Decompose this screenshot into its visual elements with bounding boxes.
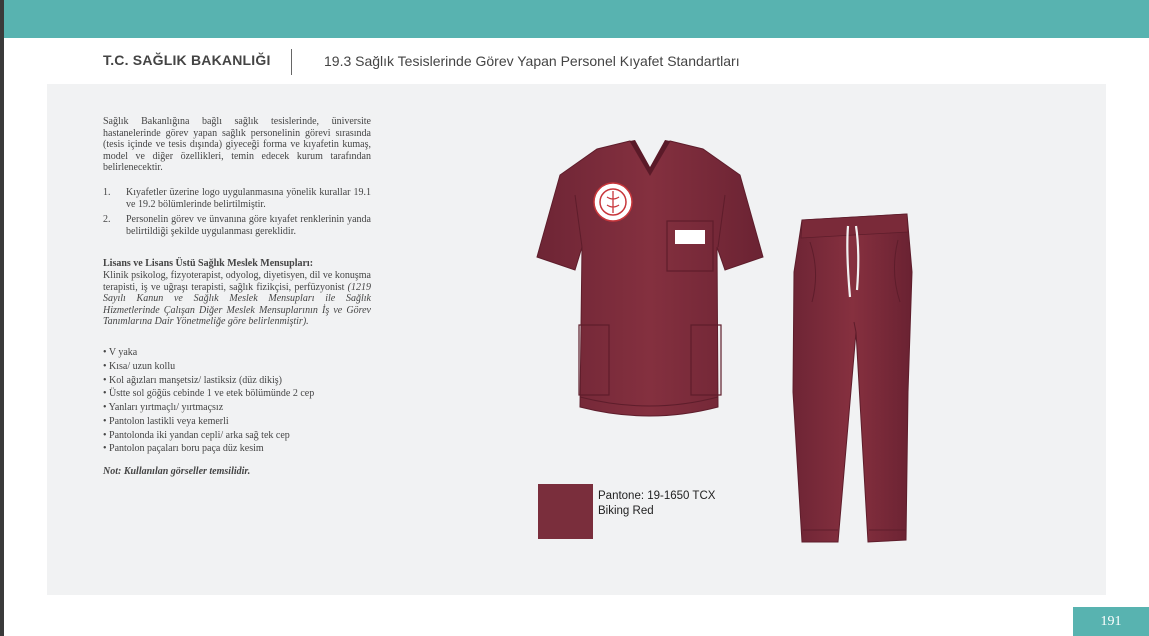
disclaimer-note: Not: Kullanılan görseller temsilidir. [103,466,251,478]
scrub-pants-illustration [790,212,915,544]
feature-item: • Pantolonda iki yandan cepli/ arka sağ tek cep [103,429,290,441]
regulation-reference: (1219 Sayılı Kanun ve Sağlık Meslek Mensupları ile Sağlık Hizmetlerinde Çalışan Diğer Meslek Mensuplarının İş ve Görev Tanımlarına Dair Yönetmeliğe göre belirlenmiştir). [103,281,371,328]
pantone-code: Pantone: 19-1650 TCX [598,490,716,502]
numbered-list [103,187,371,237]
pantone-label [598,489,715,519]
feature-item: • Pantolon paçaları boru paça düz kesim [103,443,264,455]
item-number: 2. [103,214,111,226]
intro-paragraph: Sağlık Bakanlığına bağlı sağlık tesislerinde, üniversite hastanelerinde görev yapan sağlık personelinin görevi sırasında (tesis içinde ve tesis dışında) giyeceği forma ve kıyafetin kumaş, model ve diğer özellikleri, temin edecek kurum tarafından belirlenecektir. [103,116,371,174]
item-text: Personelin görev ve ünvanına göre kıyafet renklerinin yanda belirtildiği şekilde uygulanması gereklidir. [126,214,371,237]
group-description [103,270,371,328]
group-heading: Lisans ve Lisans Üstü Sağlık Meslek Mensupları: [103,258,314,270]
color-swatch [538,484,593,539]
professions-text: Klinik psikolog, fizyoterapist, odyolog, diyetisyen, dil ve konuşma terapisti, iş ve uğraşı terapisti, sağlık fizikçisi, perfüzyonist [103,269,371,293]
ministry-logo-icon [594,183,632,221]
scrub-top-illustration [535,135,765,425]
header-divider [291,49,292,75]
feature-item: • Kol ağızları manşetsiz/ lastiksiz (düz dikiş) [103,374,283,386]
feature-item: • Yanları yırtmaçlı/ yırtmaçsız [103,402,224,414]
feature-item: • Pantolon lastikli veya kemerli [103,415,229,427]
pantone-name: Biking Red [598,505,654,517]
feature-item: • Kısa/ uzun kollu [103,360,176,372]
numbered-item [103,214,371,237]
organization-name: T.C. SAĞLIK BAKANLIĞI [103,52,271,68]
feature-list [103,346,371,456]
top-banner [4,0,1149,38]
page-number: 191 [1073,607,1149,636]
section-title: 19.3 Sağlık Tesislerinde Görev Yapan Personel Kıyafet Standartları [324,53,740,69]
item-number: 1. [103,186,111,198]
feature-item: • Üstte sol göğüs cebinde 1 ve etek bölümünde 2 cep [103,388,315,400]
left-edge-strip [0,0,4,636]
numbered-item [103,187,371,210]
feature-item: • V yaka [103,346,138,358]
item-text: Kıyafetler üzerine logo uygulanmasına yönelik kurallar 19.1 ve 19.2 bölümlerinde belirtilmiştir. [126,186,371,210]
text-column [103,116,371,478]
